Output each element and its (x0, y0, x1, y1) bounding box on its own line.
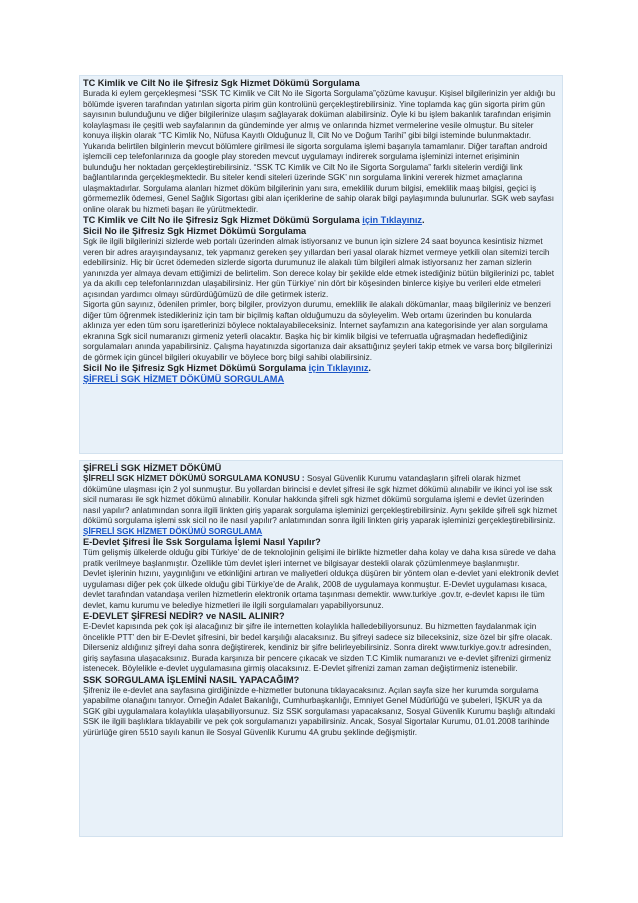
link-period: . (368, 363, 371, 373)
section-paragraph: Tüm gelişmiş ülkelerde olduğu gibi Türkiye’ de de teknolojinin gelişimi ile birlikte hizmetler daha kolay ve daha kısa sürede ve daha pratik verilmeye başlanmıştır. Özellikle tüm devlet işleri internet ve bilgisayar destekli olarak çözümlenmeye başlanmıştır. (83, 548, 556, 568)
section-title-sifreli: ŞİFRELİ SGK HİZMET DÖKÜMÜ (83, 463, 222, 473)
link-line-text: TC Kimlik ve Cilt No ile Şifresiz Sgk Hizmet Dökümü Sorgulama (83, 215, 360, 225)
section-title-sicil-no: Sicil No ile Şifresiz Sgk Hizmet Dökümü Sorgulama (83, 226, 307, 236)
intro-text: Sosyal Güvenlik Kurumu vatandaşların şifreli olarak hizmet dökümüne ulaşması için 2 yol sunmuştur. Bu yollardan birincisi e devlet şifresi ile sgk hizmet dökümü alınabilir ve ikinci yol ise ssk sicil numarası ile sgk hizmet dökümü alınabilir. Konular hakkında şifreli sgk hizmet dökümü sorgulama işlemi e devlet üzerinden nasıl yapılır? anlatımından sonra ilgili linkten giriş yaparak sorgulama işleminizi gerçekleştirebilirsiniz. Aynı şekilde şifreli sgk hizmet dökümü sorgulama işlemi ssk sicil no ile nasıl yapılır? anlatımından sonra ilgili linkten giriş yaparak işleminizi gerçekleştirebilirsiniz. (83, 474, 558, 525)
section-paragraph: Sigorta gün sayınız, ödenilen primler, borç bilgiler, provizyon durumu, emeklilik ile alakalı dökümanlar, maaş bilgileriniz ve benzeri diğer tüm öğrenmek istedikleriniz için tam bir biçilmiş kaftan olduğumuzu da söyleyelim. Web ortamı üzerinden bu konularda aklınıza yer eden tüm soru işaretlerinizi böylece noktalayabileceksiniz. İnternet sayfamızın ana kategorisinde yer alan sorgulama ekranına Sgk sicil numaranızı girmeniz yeterli olacaktır. Başka hiç bir kimlik bilgisi ve teferruatla uğraşmadan hedeflediğiniz sorgulamaları anında yapabilirsiniz. Çalışma hayatınızda sigortanıza dair aksattığınız şeyleri takip etmek ve varsa borç bilgilerinizi de görmek için güncel bilgileri okuyabilir ve böylece borç bilgi sahibi olabilirsiniz. (83, 300, 553, 362)
link-period: . (422, 215, 425, 225)
section-paragraph: Devlet işlerinin hızını, yaygınlığını ve etkinliğini artıran ve maliyetleri oldukça düşüren bir yöntem olan e-devlet yani elektronik devlet uygulaması diğer pek çok ülkede olduğu gibi Türkiye’de de Aralık, 2008 de uygulamaya konmuştur. E-Devlet uygulaması kısaca, devlet tarafından vatandaşa verilen hizmetlerin elektronik ortama taşınması demektir. www.turkiye .gov.tr, e-devlet kapısı ile tüm devlet, kamu kurumu ve belediye hizmetleri ile ilgili sorgulamaları yapabiliyorsunuz. (83, 569, 559, 610)
section-title-e-devlet-sifresi: E-DEVLET ŞİFRESİ NEDİR? ve NASIL ALINIR? (83, 611, 285, 621)
section-paragraph: Yukarıda belirtilen bilginlerin mevcut bölümlere girilmesi ile sigorta sorgulama işlemi başarıyla tamamlanır. Diğer taraftan android işlemcili cep telefonlarınıza da google play storeden mevcut uygulamayı indirerek sorgulama işleminizi internet erişiminin bulunduğu her noktadan gerçekleştirebilirsiniz. “SSK TC Kimlik ve Cilt No ile Sigorta Sorgulama” farklı sitelerin verdiği link bağlantılarında gerçekleşmektedir. Bu siteler kendi siteleri üzerinde SGK’ nın sorgulama linkini vererek hizmet amaçlarına ulaşmaktadırlar. Sorgulama alanları hizmet döküm bilgilerinin yanı sıra, emeklilik durum bilgisi, emeklilik maaş bilgisi, geçici iş görmemezlik ödemesi, Genel Sağlık Sigortası gibi alan içeriklerine de sahip olarak bilgi paylaşımında bulunurlar. SGK web sayfası online olarak bu hizmeti başarı ile yürütmektedir. (83, 141, 555, 214)
section-paragraph: Şifreniz ile e-devlet ana sayfasına girdiğinizde e-hizmetler butonuna tıklayacaksınız. Açılan sayfa size her kurumda sorgulama yapabilme olanağını tanıyor. Örneğin Adalet Bakanlığı, Cumhurbaşkanlığı, Emniyet Genel Müdürlüğü ve şubeleri, İŞKUR ya da SGK gibi uygulamalara kolaylıkla ulaşabiliyorsunuz. Siz SSK sorgulaması yapacaksanız, Sosyal Güvenlik Kurumu başlığı altındaki SSK ile ilgili başlıklara tıklayabilir ve pek çok sorgulamanızı yapabilirsiniz. Ancak, Sosyal Sigortalar Kurumu, 01.01.2008 tarihinde yürürlüğe giren 5510 sayılı kanun ile Sosyal Güvenlik Kurumu 4A grubu şeklinde değişmiştir. (83, 685, 555, 737)
sicil-no-click-link[interactable]: için Tıklayınız (308, 363, 369, 373)
link-line-tc-kimlik (83, 215, 559, 226)
article-block-2 (79, 460, 563, 837)
section-title-tc-kimlik: TC Kimlik ve Cilt No ile Şifresiz Sgk Hizmet Dökümü Sorgulama (83, 78, 360, 88)
sifreli-sgk-sorgulama-link[interactable]: ŞİFRELİ SGK HİZMET DÖKÜMÜ SORGULAMA (83, 374, 285, 384)
section-paragraph: E-Devlet kapısında pek çok işi alacağınız bir şifre ile internetten kolaylıkla halledebiliyorsunuz. Bu hizmetten faydalanmak için öncelikle PTT’ den bir E-Devlet şifresini, bir bedel karşılığı alacaksınız. Bu şifreyi sadece siz bileceksiniz, size özel bir şifre olacak. Dilerseniz aldığınız şifreyi daha sonra değiştirerek, kendiniz bir şifre belirleyebilirsiniz. Sonra direkt www.turkiye.gov.tr adresinden, giriş sayfasına ulaşacaksınız. Burada karşınıza bir pencere çıkacak ve sizden T.C Kimlik numaranızı ve e-devlet şifrenizi girmeniz istenecek. Böylelikle e-devlet uygulamasına girmiş olacaksınız. E-Devlet şifrenizi zaman zaman değiştirmeniz istenebilir. (83, 622, 553, 673)
intro-bold-label: ŞİFRELİ SGK HİZMET DÖKÜMÜ SORGULAMA KONUSU : (83, 474, 305, 483)
sifreli-sgk-link-line (83, 374, 559, 385)
section-paragraph (83, 474, 559, 537)
tc-kimlik-click-link[interactable]: için Tıklayınız (362, 215, 423, 225)
sifreli-sgk-inline-link[interactable]: ŞİFRELİ SGK HİZMET DÖKÜMÜ SORGULAMA (83, 526, 263, 536)
link-line-text: Sicil No ile Şifresiz Sgk Hizmet Dökümü Sorgulama (83, 363, 307, 373)
article-block-1 (79, 75, 563, 454)
section-title-e-devlet: E-Devlet Şifresi İle Ssk Sorgulama İşlemi Nasıl Yapılır? (83, 537, 321, 547)
section-title-ssk-sorgulama: SSK SORGULAMA İŞLEMİNİ NASIL YAPACAĞIM? (83, 674, 300, 685)
section-paragraph: Sgk ile ilgili bilgilerinizi sizlerde web portalı üzerinden almak istiyorsanız ve bunun için sizlere 24 saat boyunca kesintisiz hizmet veren bir adres arayışındaysanız, tek yapmanız gereken şey yıllardan beri yasal olarak hizmet vermeye yetkili olan sitemizi tercih edebilirsiniz. Hiç bir ücret ödemeden sizlerde sigorta durumunuz ile alakalı tüm bilgileri almak istiyorsanız her zaman sizlerin yanınızda yer almaya devam ettiğimizi de belirtelim. Son derece kolay bir şekilde elde etmek istediğiniz bütün bilgilerinizi pc, tablet ya da akıllı cep telefonlarınızdan ulaşabilirsiniz. Her gün Türkiye’ nin dört bir köşesinden binlerce kişiye bu verileri elde etmeleri açısından yardımcı olmayı sürdürdüğümüzü de dile getirmek isteriz. (83, 237, 555, 299)
link-line-sicil-no (83, 363, 559, 374)
section-paragraph: Burada ki eylem gerçekleşmesi “SSK TC Kimlik ve Cilt No ile Sigorta Sorgulama”çözüme kavuşur. Kişisel bilgilerinizin yer aldığı bu bölümde işveren tarafından yatırılan sigorta pirim gün kontrolünü gerçekleştirebilirsiniz. Yine toplamda kaç gün sigorta pirim gün sayısının bulunduğunu ve diğer bilgilerinize ulaşım sağlayarak doküman alabilirsiniz. Öyle ki bu işlem bakanlık tarafından erişimin kolaylaşması ile çeşitli web sayfalarının da gündeminde yer almış ve onlarında hizmet vermelerine vesile olmuştur. Bu siteler konuya ilişkin olarak “TC Kimlik No, Nüfusa Kayıtlı Olduğunuz İl, Cilt No ve Doğum Tarihi” gibi bilgi isteminde bulunmaktadır. (83, 89, 556, 140)
